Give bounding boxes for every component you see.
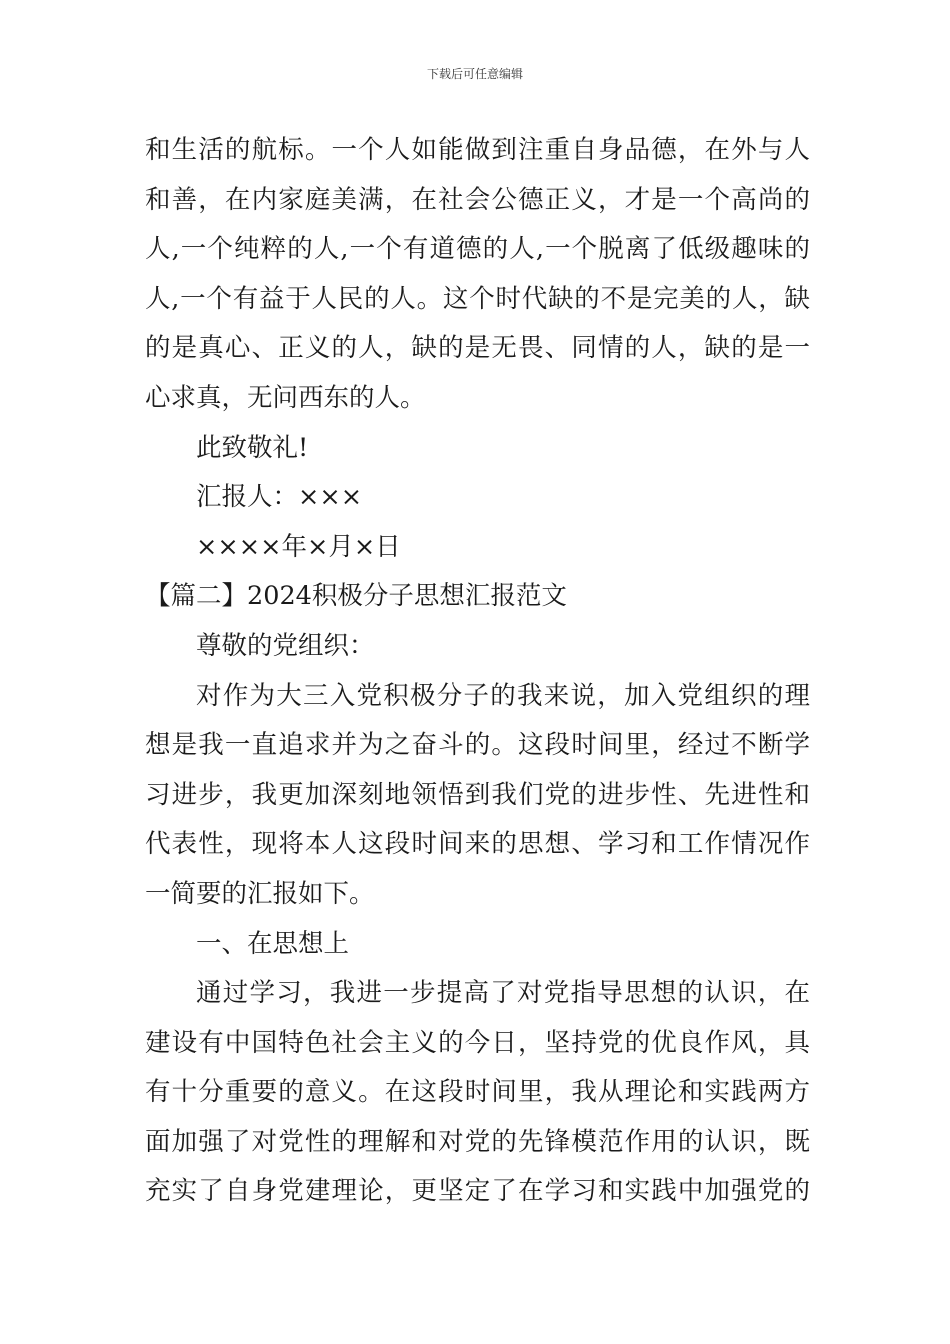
text-line: 心求真，无问西东的人。: [145, 382, 426, 413]
text-line: 和善，在内家庭美满，在社会公德正义，才是一个高尚的: [145, 184, 810, 215]
text-line: 汇报人：×××: [196, 482, 363, 513]
text-line: 建设有中国特色社会主义的今日，坚持党的优良作风，具: [145, 1027, 810, 1058]
text-line: 有十分重要的意义。在这段时间里，我从理论和实践两方: [145, 1077, 810, 1108]
text-line: 想是我一直追求并为之奋斗的。这段时间里，经过不断学: [145, 730, 810, 761]
text-line: ××××年×月×日: [196, 531, 401, 562]
page-header: 下载后可任意编辑: [426, 67, 523, 81]
text-line: 面加强了对党性的理解和对党的先锋模范作用的认识，既: [145, 1126, 810, 1157]
text-line: 人,一个有益于人民的人。这个时代缺的不是完美的人，缺: [145, 283, 810, 314]
text-line: 尊敬的党组织：: [196, 630, 375, 661]
text-line: 通过学习，我进一步提高了对党指导思想的认识，在: [196, 978, 810, 1009]
text-line: 人,一个纯粹的人,一个有道德的人,一个脱离了低级趣味的: [145, 234, 810, 265]
text-line: 代表性，现将本人这段时间来的思想、学习和工作情况作: [145, 829, 810, 860]
text-line: 一、在思想上: [196, 928, 350, 959]
text-line: 习进步，我更加深刻地领悟到我们党的进步性、先进性和: [145, 779, 810, 810]
text-line: 充实了自身党建理论，更坚定了在学习和实践中加强党的: [145, 1176, 810, 1207]
text-line: 对作为大三入党积极分子的我来说，加入党组织的理: [196, 680, 810, 711]
text-line: 的是真心、正义的人，缺的是无畏、同情的人，缺的是一: [145, 333, 810, 364]
text-line: 此致敬礼!: [196, 432, 309, 463]
text-line: 和生活的航标。一个人如能做到注重自身品德，在外与人: [145, 135, 810, 165]
text-line: 【篇二】2024积极分子思想汇报范文: [145, 581, 567, 612]
document-body: [145, 126, 810, 1217]
text-line: 一简要的汇报如下。: [145, 878, 375, 909]
